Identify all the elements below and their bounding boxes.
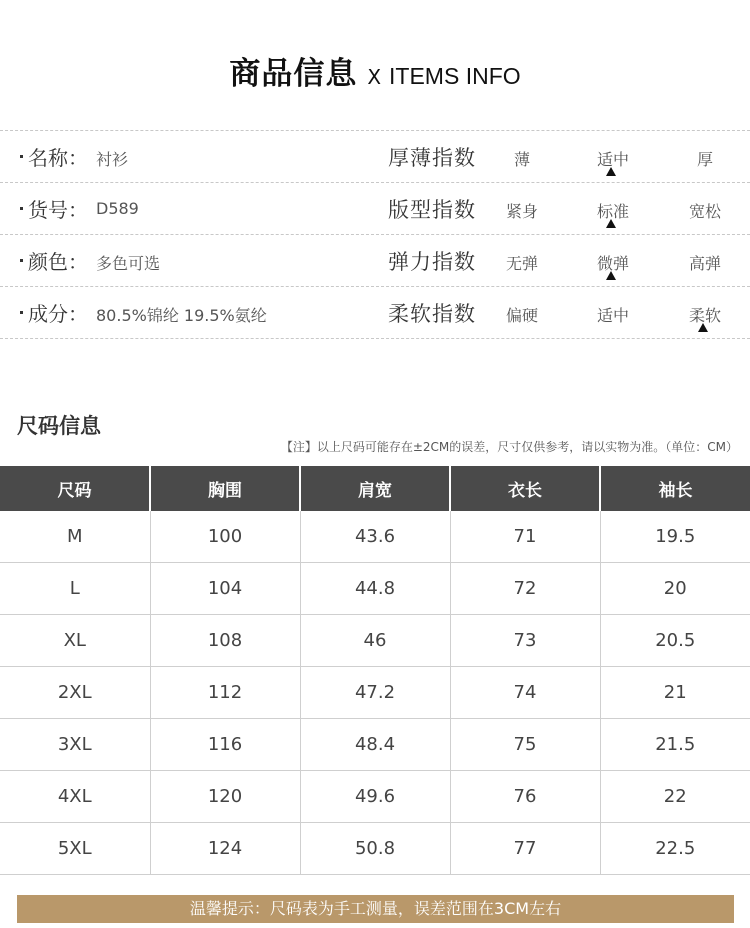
table-cell: 47.2 [300, 667, 450, 719]
index-option: 紧身 [505, 202, 538, 221]
table-cell: 75 [450, 719, 600, 771]
size-note: 【注】以上尺码可能存在±2CM的误差，尺寸仅供参考，请以实物为准。（单位：CM） [280, 440, 738, 454]
table-row [0, 719, 750, 771]
bullet-icon [20, 207, 23, 210]
table-row [0, 823, 750, 875]
index-option: 微弹 [596, 254, 629, 273]
info-value: D589 [96, 199, 139, 218]
index-option: 适中 [596, 150, 629, 169]
item-info-list [0, 130, 750, 339]
column-header: 胸围 [150, 466, 300, 511]
size-info-title: 尺码信息 [17, 414, 101, 438]
table-cell: 20.5 [600, 615, 750, 667]
index-option: 适中 [596, 306, 629, 325]
table-cell: XL [0, 615, 150, 667]
title-english: ITEMS INFO [389, 63, 521, 89]
table-cell: 73 [450, 615, 600, 667]
table-cell: 76 [450, 771, 600, 823]
info-value: 多色可选 [96, 254, 161, 273]
table-cell: M [0, 511, 150, 563]
size-table [0, 466, 750, 875]
table-cell: 116 [150, 719, 300, 771]
table-cell: 22 [600, 771, 750, 823]
table-cell: 124 [150, 823, 300, 875]
table-cell: 74 [450, 667, 600, 719]
info-row [0, 130, 750, 182]
index-option: 宽松 [688, 202, 721, 221]
table-cell: 20 [600, 563, 750, 615]
selected-marker-icon [606, 167, 616, 176]
measurement-tip: 温馨提示：尺码表为手工测量，误差范围在3CM左右 [17, 895, 734, 923]
table-cell: 48.4 [300, 719, 450, 771]
info-value: 衬衫 [96, 150, 129, 169]
info-label: 成分： [28, 302, 88, 326]
table-cell: 19.5 [600, 511, 750, 563]
table-cell: 112 [150, 667, 300, 719]
table-cell: 49.6 [300, 771, 450, 823]
table-cell: 77 [450, 823, 600, 875]
table-cell: 104 [150, 563, 300, 615]
column-header: 袖长 [600, 466, 750, 511]
bullet-icon [20, 311, 23, 314]
column-header: 衣长 [450, 466, 600, 511]
table-cell: 43.6 [300, 511, 450, 563]
table-row [0, 667, 750, 719]
column-header: 尺码 [0, 466, 150, 511]
table-row [0, 615, 750, 667]
index-label: 厚薄指数 [388, 146, 476, 170]
title-separator: X [367, 65, 382, 89]
title-chinese: 商品信息 [229, 56, 358, 92]
table-row [0, 563, 750, 615]
index-option: 偏硬 [505, 306, 538, 325]
info-label: 颜色： [28, 250, 88, 274]
selected-marker-icon [606, 219, 616, 228]
table-cell: 2XL [0, 667, 150, 719]
table-cell: 108 [150, 615, 300, 667]
table-row [0, 771, 750, 823]
bullet-icon [20, 155, 23, 158]
bullet-icon [20, 259, 23, 262]
index-option: 标准 [596, 202, 629, 221]
index-option: 无弹 [505, 254, 538, 273]
table-cell: 21 [600, 667, 750, 719]
index-label: 柔软指数 [388, 302, 476, 326]
index-option: 厚 [696, 150, 713, 169]
info-label: 名称： [28, 146, 88, 170]
table-cell: 44.8 [300, 563, 450, 615]
table-cell: 50.8 [300, 823, 450, 875]
info-label: 货号： [28, 198, 88, 222]
index-label: 弹力指数 [388, 250, 476, 274]
table-cell: 72 [450, 563, 600, 615]
index-option: 柔软 [688, 306, 721, 325]
table-cell: 4XL [0, 771, 150, 823]
info-value: 80.5%锦纶 19.5%氨纶 [96, 306, 267, 325]
index-option: 薄 [513, 150, 530, 169]
index-option: 高弹 [688, 254, 721, 273]
table-cell: 71 [450, 511, 600, 563]
table-cell: 100 [150, 511, 300, 563]
column-header: 肩宽 [300, 466, 450, 511]
table-row [0, 511, 750, 563]
page-title [0, 52, 750, 101]
table-cell: 120 [150, 771, 300, 823]
table-cell: 21.5 [600, 719, 750, 771]
selected-marker-icon [698, 323, 708, 332]
table-cell: 3XL [0, 719, 150, 771]
selected-marker-icon [606, 271, 616, 280]
table-cell: 22.5 [600, 823, 750, 875]
info-row [0, 286, 750, 339]
info-row [0, 234, 750, 286]
table-cell: 5XL [0, 823, 150, 875]
size-table-header [0, 466, 750, 511]
table-cell: 46 [300, 615, 450, 667]
index-label: 版型指数 [388, 198, 476, 222]
info-row [0, 182, 750, 234]
table-cell: L [0, 563, 150, 615]
